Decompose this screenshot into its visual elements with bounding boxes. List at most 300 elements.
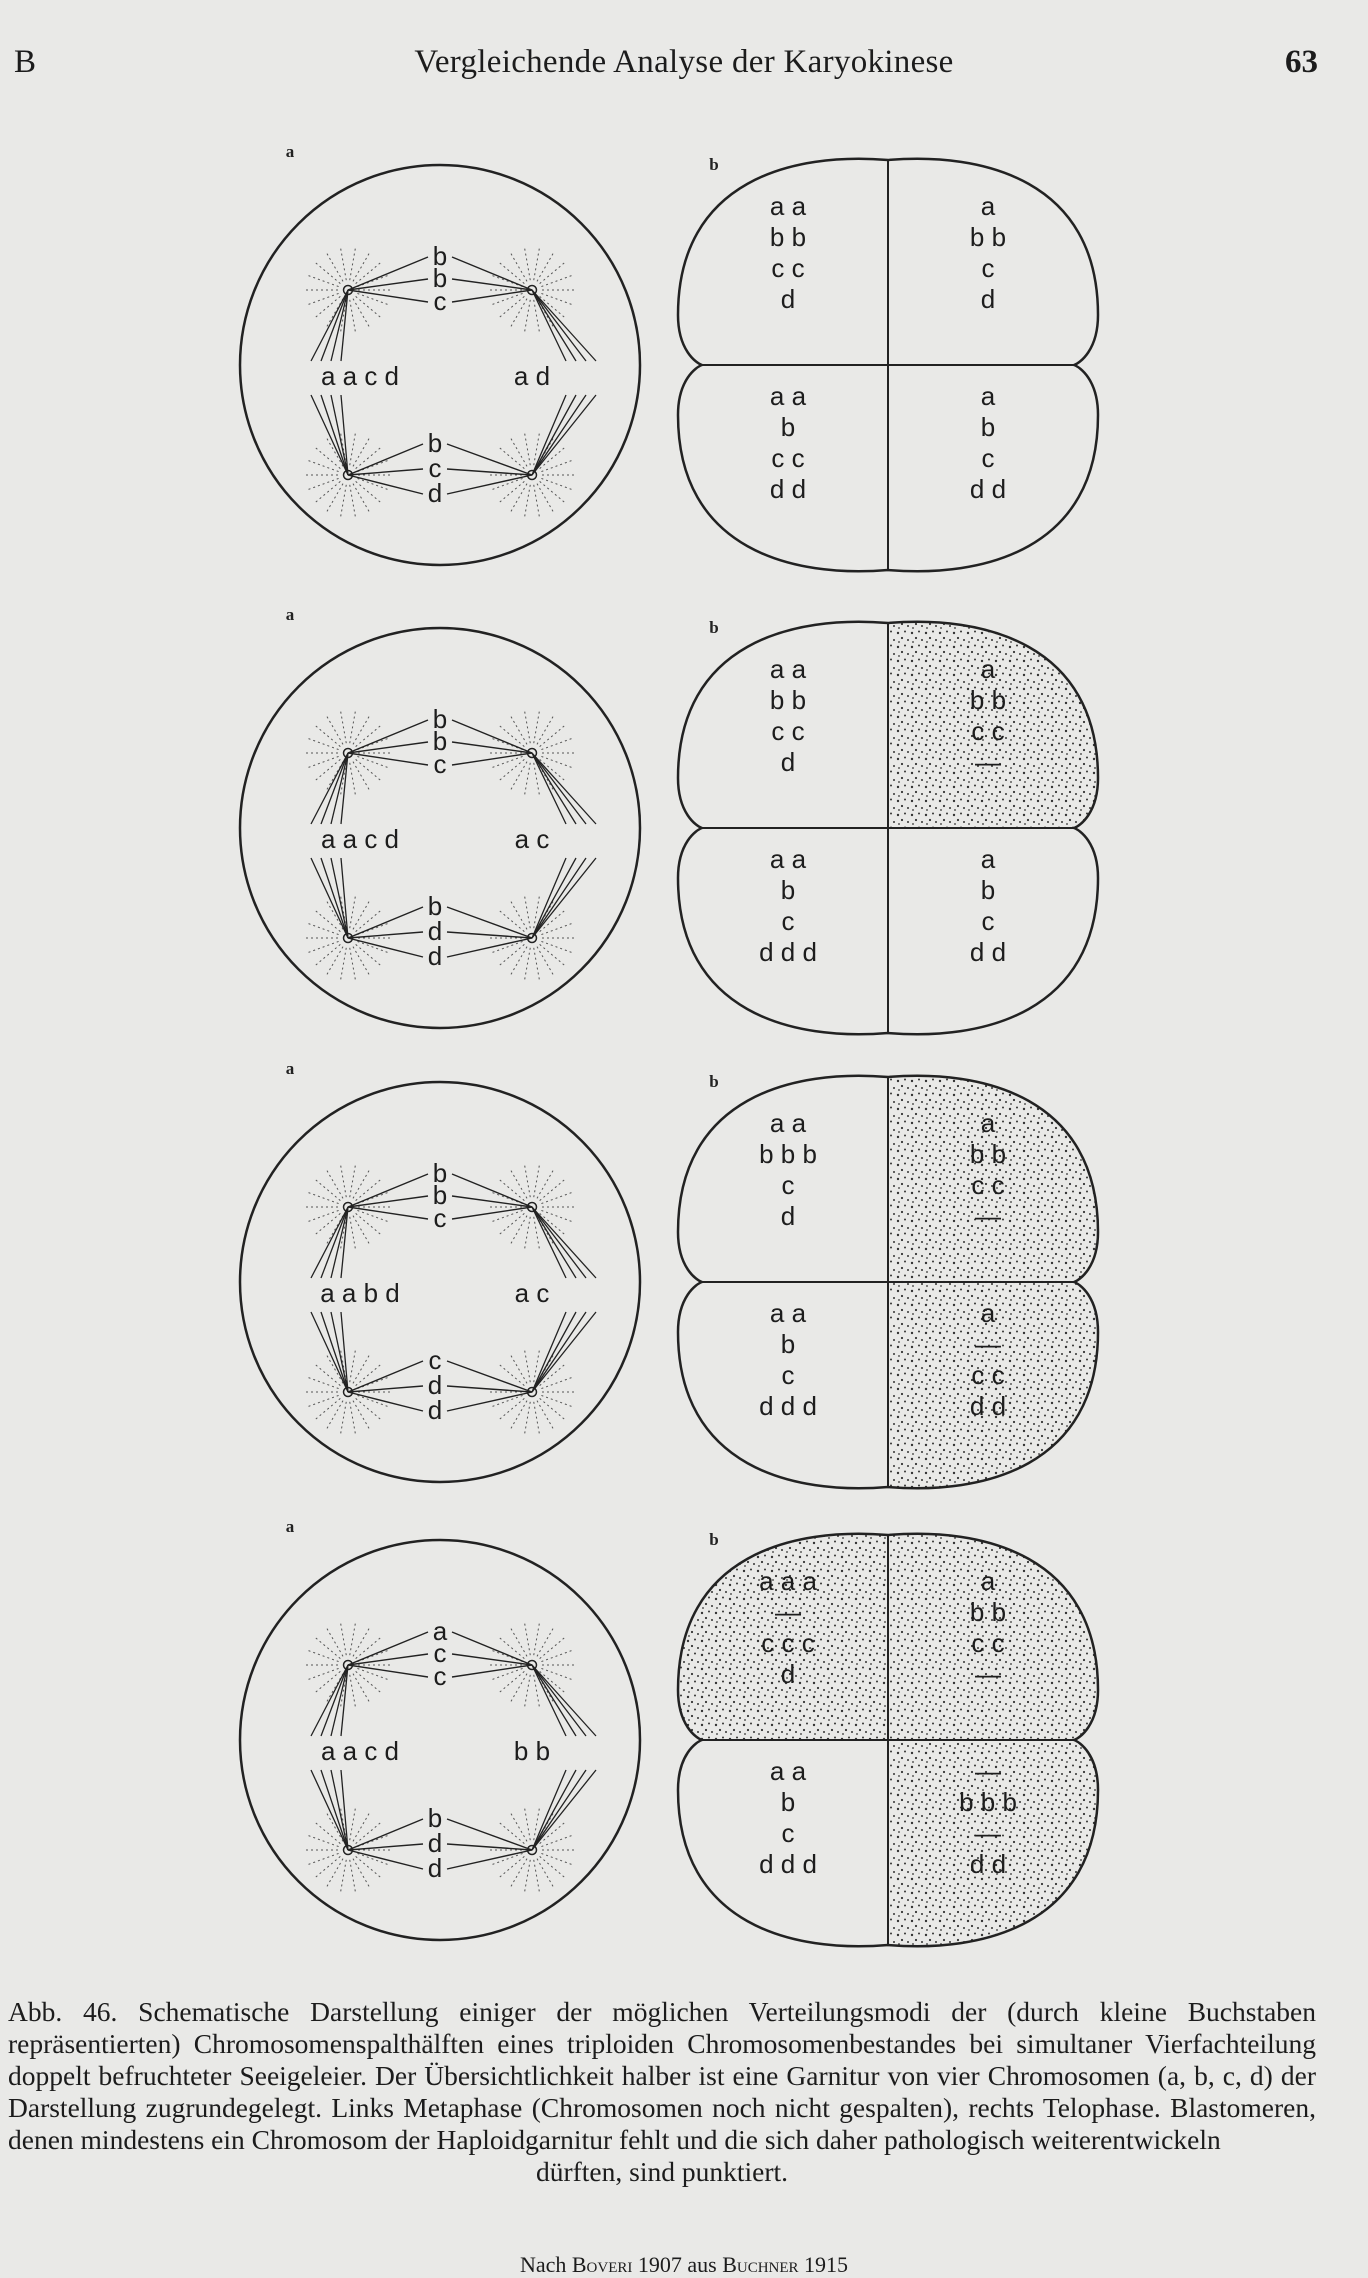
- aster-ray: [525, 1624, 531, 1656]
- aster-ray: [356, 1671, 381, 1692]
- blastomere-3: [759, 1298, 817, 1421]
- aster-ray: [341, 485, 347, 517]
- aster-ray: [525, 1809, 531, 1841]
- aster-ray: [353, 717, 369, 745]
- chromosome-line: —: [975, 1659, 1001, 1689]
- blastomere-1: [759, 1108, 817, 1231]
- chromosome-line: a a: [769, 1756, 807, 1786]
- aster-ray: [500, 481, 525, 502]
- aster-ray: [350, 1809, 356, 1841]
- chromosome-top: b: [432, 1180, 448, 1210]
- spindle-fiber: [331, 1207, 348, 1278]
- chromosome-top: b: [432, 704, 448, 734]
- spindle-fiber: [348, 1392, 423, 1411]
- aster-ray: [537, 1629, 553, 1657]
- aster-ray: [353, 1674, 369, 1702]
- aster-ray: [511, 717, 527, 745]
- spindle-fiber: [331, 395, 348, 475]
- aster-ray: [500, 1180, 525, 1201]
- panel-label-a: a: [285, 1517, 295, 1536]
- aster-ray: [350, 1402, 356, 1434]
- aster-ray: [525, 1402, 531, 1434]
- spindle-fiber: [532, 1312, 596, 1392]
- aster-ray: [327, 254, 343, 282]
- aster-ray: [540, 1638, 565, 1659]
- panel-label-a: a: [285, 142, 295, 161]
- aster-ray: [316, 1213, 341, 1234]
- spindle-fiber: [532, 1770, 596, 1850]
- chromosome-line: —: [975, 1818, 1001, 1848]
- chromosome-line: c c c: [761, 1628, 815, 1658]
- aster-ray: [356, 1638, 381, 1659]
- aster-ray: [309, 1836, 339, 1847]
- chromosome-line: a a: [769, 1298, 807, 1328]
- spindle-fiber: [331, 1312, 348, 1392]
- aster-ray: [356, 481, 381, 502]
- aster-ray: [525, 1860, 531, 1892]
- aster-ray: [316, 1638, 341, 1659]
- chromosome-top: c: [433, 286, 447, 316]
- aster-ray: [540, 1398, 565, 1419]
- chromosome-bottom: d: [427, 1395, 443, 1425]
- aster-ray: [511, 1674, 527, 1702]
- source-year-2: 1915: [804, 2252, 849, 2277]
- aster-ray: [350, 1217, 356, 1249]
- spindle-fiber: [532, 753, 586, 824]
- aster-ray: [356, 448, 381, 469]
- chromosome-line: a a: [769, 844, 807, 874]
- figure-row-3: [240, 1059, 1098, 1488]
- aster-ray: [537, 1401, 553, 1429]
- metaphase-panel: [240, 605, 640, 1028]
- aster-ray: [511, 902, 527, 930]
- aster-ray: [511, 254, 527, 282]
- aster-ray: [356, 1823, 381, 1844]
- aster-ray: [541, 1193, 571, 1204]
- aster-ray: [537, 717, 553, 745]
- source-author-2: Buchner: [722, 2252, 799, 2277]
- aster-ray: [540, 1856, 565, 1877]
- chromosome-line: a: [980, 844, 996, 874]
- figure-row-4: [240, 1517, 1098, 1946]
- aster-ray: [350, 1624, 356, 1656]
- spindle-fiber: [447, 1850, 532, 1869]
- chromosome-line: a: [980, 381, 996, 411]
- chromosome-line: —: [775, 1597, 801, 1627]
- aster-ray: [341, 948, 347, 980]
- chromosome-line: b b: [969, 1597, 1007, 1627]
- aster-ray: [327, 484, 343, 512]
- aster-ray: [534, 1624, 540, 1656]
- aster-ray: [356, 1856, 381, 1877]
- spindle-fiber: [331, 290, 348, 361]
- chromosome-line: d d: [969, 474, 1007, 504]
- chromosome-line: b b b: [959, 1787, 1017, 1817]
- aster-ray: [353, 1401, 369, 1429]
- aster-ray: [350, 249, 356, 281]
- figure-row-2: [240, 605, 1098, 1034]
- source-author-1: Boveri: [571, 2252, 633, 2277]
- aster-ray: [511, 947, 527, 975]
- aster-ray: [309, 293, 339, 304]
- caption-last-line: dürften, sind punktiert.: [535, 2156, 789, 2187]
- aster-ray: [350, 434, 356, 466]
- chromosome-line: b: [780, 1787, 796, 1817]
- aster-ray: [511, 439, 527, 467]
- aster-ray: [316, 1856, 341, 1877]
- chromosome-top: b: [432, 263, 448, 293]
- aster-ray: [353, 762, 369, 790]
- spindle-fiber: [532, 395, 596, 475]
- aster-ray: [541, 924, 571, 935]
- chromosome-top: b: [432, 726, 448, 756]
- aster-ray: [541, 756, 571, 767]
- aster-ray: [327, 1629, 343, 1657]
- aster-ray: [525, 763, 531, 795]
- chromosome-line: b b: [969, 685, 1007, 715]
- metaphase-panel: [240, 142, 640, 565]
- aster-ray: [309, 1668, 339, 1679]
- chromosome-line: d: [780, 1659, 796, 1689]
- chromosome-group-right: a d: [513, 361, 551, 391]
- aster-ray: [356, 296, 381, 317]
- spindle-fiber: [532, 1207, 596, 1278]
- aster-ray: [309, 756, 339, 767]
- chromosome-bottom: d: [427, 1370, 443, 1400]
- aster-ray: [350, 948, 356, 980]
- figure-source: [0, 2252, 1368, 2278]
- aster-ray: [327, 717, 343, 745]
- blastomere-4: [970, 844, 1006, 967]
- aster-ray: [525, 1166, 531, 1198]
- chromosome-group-left: a a c d: [320, 1736, 400, 1766]
- chromosome-line: a: [980, 1566, 996, 1596]
- aster-ray: [316, 1398, 341, 1419]
- aster-ray: [534, 1860, 540, 1892]
- telophase-panel: [678, 1530, 1098, 1946]
- chromosome-group-right: a c: [514, 1278, 550, 1308]
- chromosome-line: a: [980, 1108, 996, 1138]
- aster-ray: [356, 263, 381, 284]
- chromosome-line: b b: [769, 222, 807, 252]
- aster-ray: [350, 763, 356, 795]
- chromosome-bottom: b: [427, 891, 443, 921]
- chromosome-line: c: [781, 1818, 795, 1848]
- aster-ray: [350, 897, 356, 929]
- chromosome-bottom: b: [427, 1803, 443, 1833]
- chromosome-line: c: [981, 906, 995, 936]
- chromosome-top: c: [433, 1638, 447, 1668]
- aster-ray: [525, 1217, 531, 1249]
- aster-ray: [356, 911, 381, 932]
- aster-ray: [525, 485, 531, 517]
- spindle-fiber: [348, 1850, 423, 1869]
- spindle-fiber: [447, 475, 532, 494]
- spindle-fiber: [532, 858, 566, 938]
- aster-ray: [316, 726, 341, 747]
- aster-ray: [541, 1853, 571, 1864]
- aster-ray: [525, 249, 531, 281]
- aster-ray: [541, 941, 571, 952]
- aster-ray: [341, 1624, 347, 1656]
- blastomere-3: [759, 844, 817, 967]
- chromosome-line: a: [980, 654, 996, 684]
- aster-ray: [327, 1859, 343, 1887]
- aster-ray: [541, 1668, 571, 1679]
- aster-ray: [500, 1856, 525, 1877]
- aster-ray: [534, 485, 540, 517]
- chromosome-line: c c: [771, 443, 805, 473]
- chromosome-bottom: d: [427, 916, 443, 946]
- aster-ray: [537, 484, 553, 512]
- chromosome-line: c c: [971, 1360, 1005, 1390]
- aster-ray: [350, 1351, 356, 1383]
- aster-ray: [327, 1401, 343, 1429]
- aster-ray: [500, 1365, 525, 1386]
- chromosome-group-right: b b: [513, 1736, 551, 1766]
- aster-ray: [511, 1859, 527, 1887]
- chromosome-bottom: c: [428, 453, 442, 483]
- aster-ray: [500, 1638, 525, 1659]
- chromosome-line: d: [980, 284, 996, 314]
- aster-ray: [540, 944, 565, 965]
- telophase-panel: [678, 155, 1098, 571]
- panel-label-b: b: [709, 1530, 719, 1549]
- aster-ray: [537, 1171, 553, 1199]
- spindle-fiber: [532, 1770, 586, 1850]
- chromosome-line: b: [780, 412, 796, 442]
- aster-ray: [525, 712, 531, 744]
- aster-ray: [309, 461, 339, 472]
- spindle-fiber: [532, 1665, 586, 1736]
- chromosome-line: a: [980, 191, 996, 221]
- aster-ray: [541, 1378, 571, 1389]
- chromosome-bottom: c: [428, 1345, 442, 1375]
- aster-ray: [341, 1166, 347, 1198]
- aster-ray: [500, 1213, 525, 1234]
- aster-ray: [537, 1859, 553, 1887]
- chromosome-line: d d: [969, 937, 1007, 967]
- aster-ray: [537, 254, 553, 282]
- chromosome-line: d d d: [759, 1849, 817, 1879]
- chromosome-line: b: [780, 875, 796, 905]
- aster-ray: [316, 944, 341, 965]
- chromosome-top: c: [433, 1661, 447, 1691]
- aster-ray: [309, 1210, 339, 1221]
- chromosome-bottom: d: [427, 1828, 443, 1858]
- aster-ray: [353, 439, 369, 467]
- aster-ray: [500, 1671, 525, 1692]
- aster-ray: [316, 481, 341, 502]
- aster-ray: [500, 1823, 525, 1844]
- figure-caption: [8, 1996, 1316, 2188]
- chromosome-line: d d: [969, 1391, 1007, 1421]
- aster-ray: [541, 293, 571, 304]
- chromosome-line: c: [981, 443, 995, 473]
- aster-ray: [341, 712, 347, 744]
- spindle-fiber: [532, 858, 596, 938]
- spindle-fiber: [447, 1392, 532, 1411]
- chromosome-top: c: [433, 749, 447, 779]
- chromosome-top: a: [432, 1616, 448, 1646]
- blastomere-4: [970, 381, 1006, 504]
- chromosome-top: b: [432, 241, 448, 271]
- source-prefix: Nach: [519, 2252, 567, 2277]
- aster-ray: [353, 1859, 369, 1887]
- aster-ray: [525, 1351, 531, 1383]
- aster-ray: [309, 1193, 339, 1204]
- chromosome-line: c: [781, 1360, 795, 1390]
- aster-ray: [356, 1398, 381, 1419]
- aster-ray: [316, 759, 341, 780]
- chromosome-line: d d d: [759, 1391, 817, 1421]
- spindle-fiber: [532, 753, 596, 824]
- chromosome-group-left: a a c d: [320, 824, 400, 854]
- aster-ray: [537, 947, 553, 975]
- blastomere-3: [759, 1756, 817, 1879]
- aster-ray: [541, 1395, 571, 1406]
- aster-ray: [500, 1398, 525, 1419]
- aster-ray: [500, 726, 525, 747]
- aster-ray: [309, 1378, 339, 1389]
- aster-ray: [511, 762, 527, 790]
- aster-ray: [525, 434, 531, 466]
- aster-ray: [356, 1213, 381, 1234]
- telophase-panel: [678, 1072, 1098, 1488]
- aster-ray: [350, 485, 356, 517]
- aster-ray: [541, 739, 571, 750]
- blastomere-2: [970, 191, 1006, 314]
- metaphase-panel: [240, 1059, 640, 1482]
- chromosome-bottom: d: [427, 478, 443, 508]
- aster-ray: [309, 1651, 339, 1662]
- spindle-fiber: [532, 1770, 566, 1850]
- aster-ray: [534, 1402, 540, 1434]
- aster-ray: [356, 1365, 381, 1386]
- spindle-fiber: [331, 753, 348, 824]
- spindle-fiber: [532, 1207, 586, 1278]
- aster-ray: [350, 1675, 356, 1707]
- panel-label-b: b: [709, 618, 719, 637]
- spindle-fiber: [532, 1312, 586, 1392]
- aster-ray: [353, 1629, 369, 1657]
- aster-ray: [316, 263, 341, 284]
- chromosome-line: c c: [771, 716, 805, 746]
- chromosome-line: c: [981, 253, 995, 283]
- aster-ray: [541, 478, 571, 489]
- chromosome-line: b: [980, 412, 996, 442]
- aster-ray: [511, 484, 527, 512]
- chromosome-line: b b: [769, 685, 807, 715]
- chromosome-line: c: [781, 906, 795, 936]
- chromosome-line: b b: [969, 1139, 1007, 1169]
- aster-ray: [309, 941, 339, 952]
- page-number: 63: [1285, 44, 1318, 80]
- spindle-fiber: [532, 858, 586, 938]
- running-title: Vergleichende Analyse der Karyokinese: [414, 44, 954, 80]
- aster-ray: [353, 484, 369, 512]
- aster-ray: [350, 300, 356, 332]
- aster-ray: [540, 726, 565, 747]
- aster-ray: [511, 1216, 527, 1244]
- aster-ray: [525, 897, 531, 929]
- chromosome-line: b b: [969, 222, 1007, 252]
- aster-ray: [500, 759, 525, 780]
- aster-ray: [534, 249, 540, 281]
- chromosome-line: a a: [769, 654, 807, 684]
- chromosome-line: a a: [769, 381, 807, 411]
- aster-ray: [309, 1853, 339, 1864]
- source-year-1: 1907 aus: [637, 2252, 717, 2277]
- caption-body: Abb. 46. Schematische Darstellung einiger der möglichen Verteilungsmodi der (durch kleine Buchstaben repräsentierten) Chromosomenspalthälften eines triploiden Chromosomenbestandes bei simultaner Vierfachteilung doppelt befruchteter Seeigeleier. Der Übersichtlichkeit halber ist eine Garnitur von vier Chromosomen (a, b, c, d) der Darstellung zugrundegelegt. Links Metaphase (Chromosomen noch nicht gespalten), rechts Telophase. Blastomeren, denen mindestens ein Chromosom der Haploidgarnitur fehlt und die sich daher pathologisch weiterentwickeln: [8, 1996, 1316, 2155]
- chromosome-line: —: [975, 1756, 1001, 1786]
- chromosome-bottom: d: [427, 941, 443, 971]
- chromosome-line: —: [975, 1329, 1001, 1359]
- aster-ray: [525, 948, 531, 980]
- metaphase-panel: [240, 1517, 640, 1940]
- aster-ray: [511, 1171, 527, 1199]
- aster-ray: [350, 712, 356, 744]
- aster-ray: [511, 1356, 527, 1384]
- chromosome-line: a: [980, 1298, 996, 1328]
- spindle-fiber: [348, 938, 423, 957]
- spindle-fiber: [532, 395, 586, 475]
- chromosome-line: —: [975, 747, 1001, 777]
- chromosome-line: —: [975, 1201, 1001, 1231]
- spindle-fiber: [532, 395, 566, 475]
- aster-ray: [525, 300, 531, 332]
- chromosome-line: b b b: [759, 1139, 817, 1169]
- chromosome-line: c c: [971, 1628, 1005, 1658]
- aster-ray: [353, 902, 369, 930]
- chromosome-bottom: d: [427, 1853, 443, 1883]
- aster-ray: [540, 481, 565, 502]
- aster-ray: [353, 1356, 369, 1384]
- panel-label-b: b: [709, 1072, 719, 1091]
- aster-ray: [500, 911, 525, 932]
- aster-ray: [316, 1180, 341, 1201]
- aster-ray: [353, 947, 369, 975]
- chromosome-line: c c: [771, 253, 805, 283]
- aster-ray: [534, 712, 540, 744]
- aster-ray: [341, 249, 347, 281]
- chromosome-group-left: a a b d: [320, 1278, 400, 1308]
- aster-ray: [534, 948, 540, 980]
- aster-ray: [500, 944, 525, 965]
- aster-ray: [356, 1180, 381, 1201]
- spindle-fiber: [532, 290, 596, 361]
- chromosome-line: c c: [971, 1170, 1005, 1200]
- aster-ray: [541, 1210, 571, 1221]
- aster-ray: [353, 1814, 369, 1842]
- chromosome-line: a a a: [759, 1566, 817, 1596]
- blastomere-1: [770, 191, 807, 314]
- aster-ray: [353, 1216, 369, 1244]
- aster-ray: [356, 726, 381, 747]
- aster-ray: [341, 1860, 347, 1892]
- aster-ray: [309, 1395, 339, 1406]
- section-letter: B: [14, 44, 37, 80]
- chromosome-bottom: b: [427, 428, 443, 458]
- spindle-fiber: [532, 290, 586, 361]
- aster-ray: [525, 1675, 531, 1707]
- aster-ray: [309, 739, 339, 750]
- aster-ray: [309, 924, 339, 935]
- aster-ray: [309, 276, 339, 287]
- aster-ray: [350, 1860, 356, 1892]
- spindle-fiber: [331, 1665, 348, 1736]
- spindle-fiber: [532, 1312, 566, 1392]
